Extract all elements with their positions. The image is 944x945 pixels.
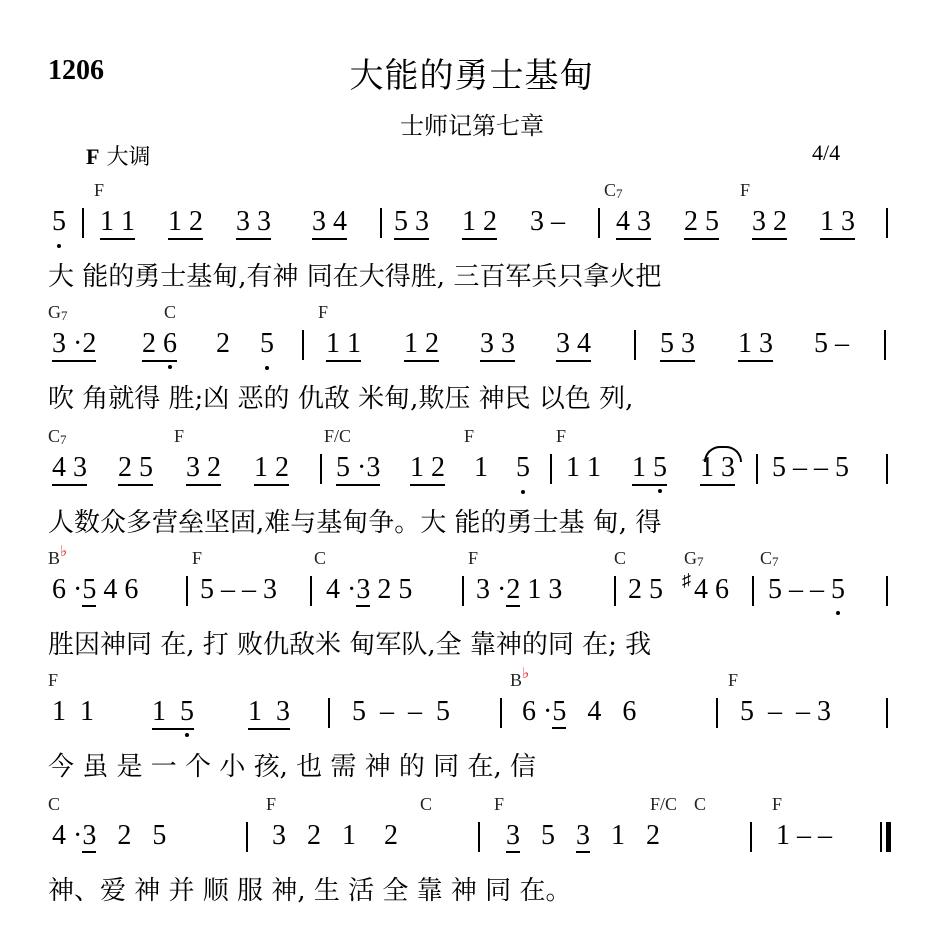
- chord: F: [318, 302, 329, 322]
- note-group: 5 – – 5: [772, 452, 849, 483]
- chord: [48, 302, 68, 323]
- note-group: 5 – – 5: [768, 574, 845, 605]
- note-group: 3 2: [752, 206, 787, 240]
- note-group: 1 5: [152, 696, 194, 730]
- chord-ext: 7: [61, 308, 68, 323]
- chord: F: [94, 180, 105, 200]
- note-group: 1 2: [254, 452, 289, 486]
- lyrics-row: 神、爱 神 并 顺 服 神, 生 活 全 靠 神 同 在。: [48, 876, 572, 906]
- note-group: 1 1: [100, 206, 135, 240]
- chord: [48, 544, 68, 569]
- barline: [246, 822, 248, 852]
- note: 5: [653, 452, 667, 483]
- barline: [500, 698, 502, 728]
- chord: F: [556, 426, 567, 446]
- hymn-number: 1206: [48, 55, 104, 86]
- chord-root: C: [604, 180, 617, 200]
- note-group: 2 5: [118, 452, 153, 486]
- note: 3: [356, 574, 371, 605]
- chord: [760, 548, 779, 569]
- note-group: 5 3: [660, 328, 695, 362]
- note: 3: [576, 820, 590, 851]
- lyrics-row: 吹 角就得 胜;凶 恶的 仇敌 米甸,欺压 神民 以色 列,: [48, 384, 634, 414]
- barline: [884, 330, 886, 360]
- chord: F: [494, 794, 505, 814]
- chord: F: [192, 548, 203, 568]
- chord-row: [48, 426, 898, 448]
- chord: F/C: [324, 426, 352, 446]
- hymn-subtitle: 士师记第七章: [400, 112, 544, 140]
- notation-row: [48, 328, 898, 368]
- note-group: 4 3: [616, 206, 651, 240]
- note: 3: [82, 820, 97, 851]
- note: 5: [180, 696, 194, 727]
- note-group: 2 5: [684, 206, 719, 240]
- chord-ext: 7: [772, 554, 779, 569]
- barline: [886, 698, 888, 728]
- flat-sign: ♭: [60, 544, 68, 560]
- note-group: 5 ·3: [336, 452, 380, 486]
- note-group: 3 3: [480, 328, 515, 362]
- note-group: 4 6: [694, 574, 729, 605]
- chord-ext: 7: [616, 186, 623, 201]
- chord: [510, 666, 530, 691]
- notation-row: [48, 696, 898, 736]
- lyrics-row: 人数众多营垒坚固,难与基甸争。大 能的勇士基 甸, 得: [48, 508, 662, 538]
- barline: [380, 208, 382, 238]
- barline: [716, 698, 718, 728]
- chord: C: [48, 794, 61, 814]
- barline: [634, 330, 636, 360]
- barline: [302, 330, 304, 360]
- note-group: 3 4: [312, 206, 347, 240]
- chord: C: [614, 548, 627, 568]
- note-group: 3 4: [556, 328, 591, 362]
- chord-root: B: [48, 548, 61, 568]
- notation-row: [48, 570, 898, 614]
- note-group: 1 3: [738, 328, 773, 362]
- note: 5: [552, 696, 567, 727]
- note-group: 1 1: [326, 328, 361, 362]
- note: 2: [216, 328, 230, 359]
- final-barline-thick: [886, 822, 891, 852]
- note-group: 1 2: [404, 328, 439, 362]
- time-signature: 4/4: [812, 140, 841, 165]
- chord: [684, 548, 704, 569]
- note-group: 5 – – 5: [352, 696, 450, 727]
- barline: [478, 822, 480, 852]
- chord-ext: 7: [60, 432, 67, 447]
- barline: [320, 454, 322, 484]
- note-group: 1 3: [820, 206, 855, 240]
- chord-row: [48, 666, 898, 692]
- note-group: 1 1: [52, 696, 94, 727]
- barline: [756, 454, 758, 484]
- final-barline-thin: [880, 822, 882, 852]
- chord-row: [48, 794, 898, 816]
- chord: [604, 180, 623, 201]
- chord: F: [174, 426, 185, 446]
- lyrics-row: 胜因神同 在, 打 败仇敌米 甸军队,全 靠神的同 在; 我: [48, 630, 652, 660]
- note-group: 2 6: [142, 328, 177, 362]
- chord-row: [48, 544, 898, 570]
- note-group: 1 2: [168, 206, 203, 240]
- note-group: 5 – – 3: [200, 574, 277, 605]
- chord: F: [740, 180, 751, 200]
- barline: [82, 208, 84, 238]
- barline: [310, 576, 312, 606]
- chord: F: [464, 426, 475, 446]
- note-group: 1 3: [248, 696, 290, 730]
- chord: C: [314, 548, 327, 568]
- chord-root: G: [684, 548, 697, 568]
- chord: F: [266, 794, 277, 814]
- chord: F: [468, 548, 479, 568]
- chord: F: [728, 670, 739, 690]
- chord-row: [48, 180, 898, 202]
- lyrics-row: 今 虽 是 一 个 小 孩, 也 需 神 的 同 在, 信: [48, 752, 536, 782]
- chord-row: [48, 302, 898, 324]
- barline: [186, 576, 188, 606]
- note-group: 3 ·2 1 3: [476, 574, 563, 605]
- barline: [886, 454, 888, 484]
- chord: F: [772, 794, 783, 814]
- note-group: 5 –: [814, 328, 849, 359]
- notation-row: [48, 452, 898, 492]
- note-group: 5 – – 3: [740, 696, 831, 727]
- key-letter: F: [86, 144, 100, 169]
- sharp-sign: ♯: [682, 570, 691, 590]
- note: 1: [474, 452, 488, 483]
- chord-root: B: [510, 670, 523, 690]
- barline: [550, 454, 552, 484]
- note-group: 3 –: [530, 206, 565, 237]
- barline: [328, 698, 330, 728]
- note: 2: [506, 574, 521, 605]
- chord-root: C: [760, 548, 773, 568]
- lyrics-row: 大 能的勇士基甸,有神 同在大得胜, 三百军兵只拿火把: [48, 262, 662, 292]
- chord: C: [694, 794, 707, 814]
- note-group: 6 ·5 4 6: [52, 574, 139, 605]
- note: 5: [82, 574, 97, 605]
- barline: [886, 576, 888, 606]
- note-group: 1 2: [410, 452, 445, 486]
- note-group: 4 ·3 2 5: [326, 574, 413, 605]
- note-group: 3 2 1 2: [272, 820, 398, 851]
- chord-ext: 7: [697, 554, 704, 569]
- note-group: 1 1: [566, 452, 601, 483]
- chord: C: [164, 302, 177, 322]
- note: 5: [831, 574, 845, 605]
- barline: [752, 576, 754, 606]
- flat-sign: ♭: [522, 666, 530, 682]
- note-group: 3 ·2: [52, 328, 96, 362]
- chord-root: C: [48, 426, 61, 446]
- note-group: 3 3: [236, 206, 271, 240]
- note-group: 4 3: [52, 452, 87, 486]
- chord: F/C: [650, 794, 678, 814]
- note-group: 1 – –: [776, 820, 832, 851]
- note-group: 3 5 3 1 2: [506, 820, 660, 851]
- key-label: 大调: [106, 145, 151, 170]
- note-group: 1 3: [700, 452, 735, 486]
- chord-root: G: [48, 302, 61, 322]
- barline: [598, 208, 600, 238]
- note-group: 1 2: [462, 206, 497, 240]
- barline: [750, 822, 752, 852]
- note: 5: [52, 206, 66, 237]
- hymn-title: 大能的勇士基甸: [349, 56, 595, 96]
- note-group: 6 ·5 4 6: [522, 696, 637, 727]
- chord: C: [420, 794, 433, 814]
- chord: F: [48, 670, 59, 690]
- note-group: 4 ·3 2 5: [52, 820, 167, 851]
- note-group: 1 5: [632, 452, 667, 486]
- note-group: 2 5: [628, 574, 663, 605]
- key-signature: [86, 140, 150, 171]
- chord: [48, 426, 67, 447]
- note-group: 5 3: [394, 206, 429, 240]
- barline: [886, 208, 888, 238]
- barline: [462, 576, 464, 606]
- note: 6: [163, 328, 177, 359]
- note: 3: [506, 820, 520, 851]
- notation-row: [48, 206, 898, 246]
- note-group: 3 2: [186, 452, 221, 486]
- barline: [614, 576, 616, 606]
- note: 5: [516, 452, 530, 483]
- note: 5: [260, 328, 274, 359]
- notation-row: [48, 820, 898, 860]
